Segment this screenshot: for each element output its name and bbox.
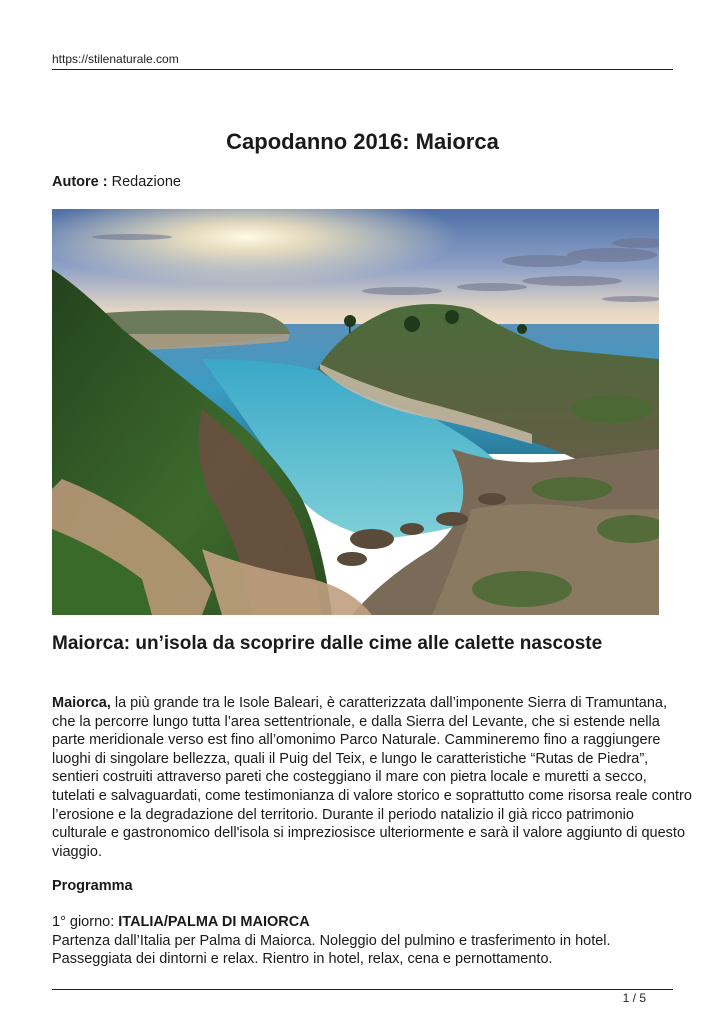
author-label: Autore : <box>52 174 108 190</box>
day-1-label: 1° giorno: <box>52 914 119 930</box>
intro-lead: Maiorca, <box>52 695 111 711</box>
day-1-text: Partenza dall’Italia per Palma di Maiorca. Noleggio del pulmino e trasferimento in hotel. Passeggiata dei dintorni e relax. Rientro in hotel, relax, cena e pernottamento. <box>52 932 611 968</box>
author-name: Redazione <box>111 174 181 190</box>
day-1-heading <box>52 913 692 932</box>
hero-photo <box>52 209 659 615</box>
footer-divider <box>52 989 673 990</box>
page-number: 1 / 5 <box>622 991 646 1005</box>
header-url: https://stilenaturale.com <box>52 52 179 66</box>
author-line <box>52 174 181 190</box>
article-title: Capodanno 2016: Maiorca <box>226 129 499 154</box>
header-divider <box>52 69 673 70</box>
article-subtitle: Maiorca: un’isola da scoprire dalle cime alle calette nascoste <box>52 633 603 654</box>
day-1-title: ITALIA/PALMA DI MAIORCA <box>118 914 310 930</box>
day-1 <box>52 913 692 969</box>
intro-paragraph <box>52 694 692 861</box>
program-heading: Programma <box>52 878 133 894</box>
intro-body: la più grande tra le Isole Baleari, è caratterizzata dall’imponente Sierra di Tramuntana, che la percorre lungo tutta l’area settentrionale, e dalla Sierra del Levante, che si estende nella parte meridionale verso est fino all’omonimo Parco Naturale. Cammineremo fino a raggiungere luoghi di singolare bellezza, quali il Puig del Teix, e lungo le caratteristiche “Rutas de Piedra”, sentieri costruiti attraverso pareti che costeggiano il mare con pietra locale e muretti a secco, tutelati e salvaguardati, come testimonianza di valore storico e soprattutto come risorsa reale contro l’erosione e la degradazione del territorio. Durante il periodo natalizio il già ricco patrimonio culturale e gastronomico dell'isola si impreziosisce ulteriormente e sarà il valore aggiunto di questo viaggio. <box>52 695 692 860</box>
